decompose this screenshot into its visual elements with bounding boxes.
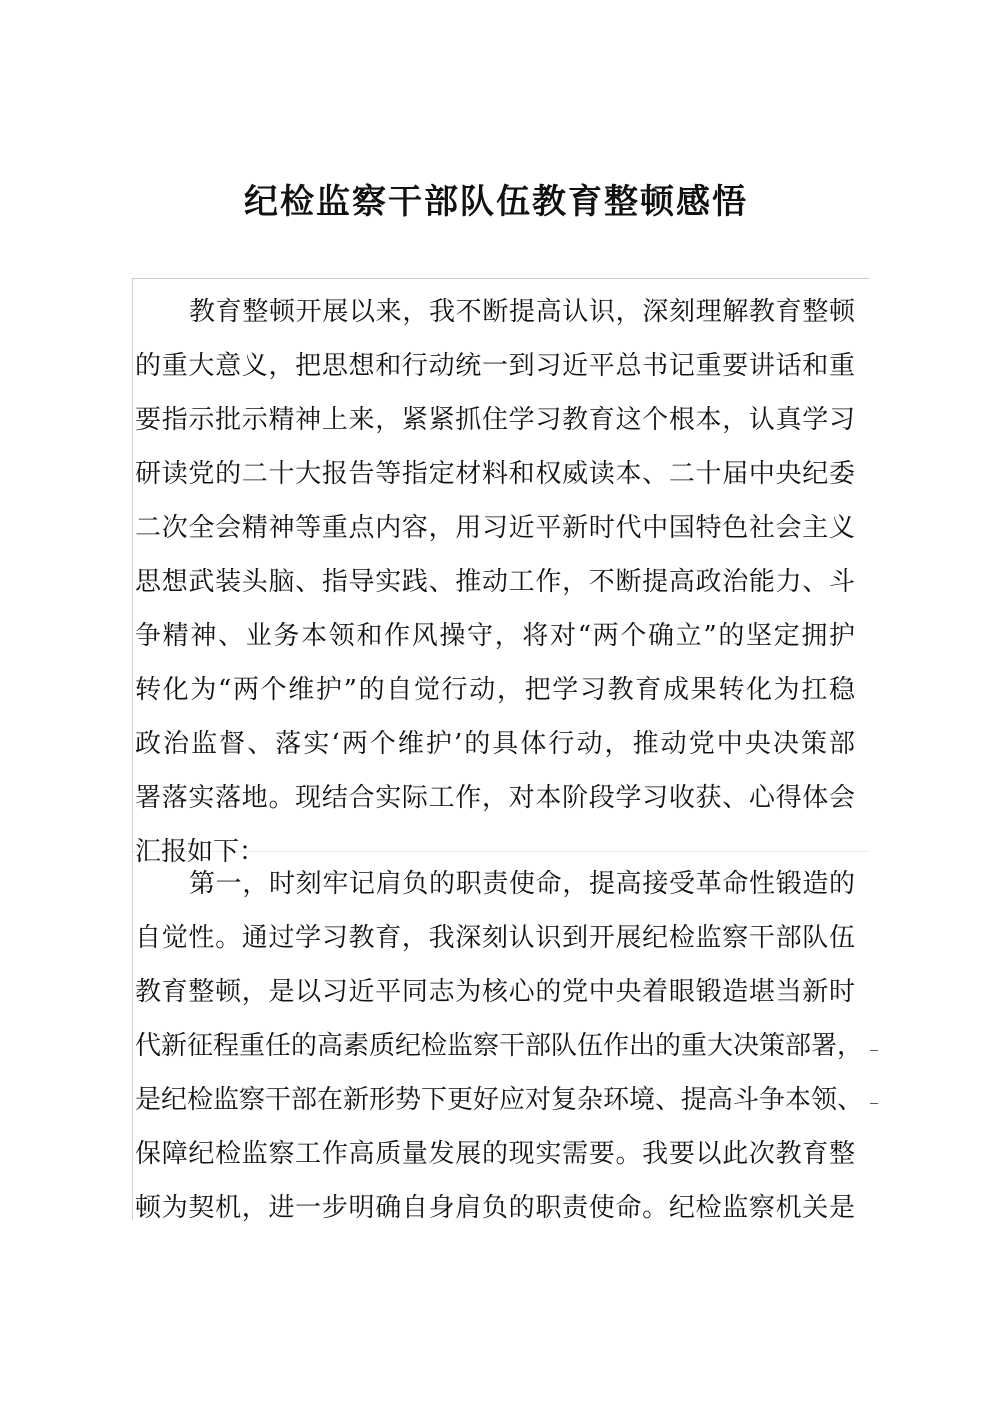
paragraph-line: 代新征程重任的高素质纪检监察干部队伍作出的重大决策部署， bbox=[135, 1031, 864, 1061]
paragraph-intro bbox=[135, 285, 855, 879]
paragraph-line: 署落实落地。现结合实际工作，对本阶段学习收获、心得体会 bbox=[135, 783, 855, 813]
paragraph-line: 教育整顿开展以来，我不断提高认识，深刻理解教育整顿 bbox=[189, 297, 855, 327]
paragraph-line: 汇报如下： bbox=[135, 837, 266, 867]
paragraph-line: 二次全会精神等重点内容，用习近平新时代中国特色社会主义 bbox=[135, 513, 855, 543]
paragraph-line: 政治监督、落实‘两个维护’的具体行动，推动党中央决策部 bbox=[135, 729, 855, 759]
paragraph-line: 争精神、业务本领和作风操守，将对“两个确立”的坚定拥护 bbox=[135, 621, 855, 651]
revision-mark bbox=[870, 1103, 878, 1104]
paragraph-first-point bbox=[135, 857, 864, 1235]
paragraph-line: 保障纪检监察工作高质量发展的现实需要。我要以此次教育整 bbox=[135, 1139, 855, 1169]
page-top-rule bbox=[133, 278, 869, 279]
paragraph-line: 顿为契机，进一步明确自身肩负的职责使命。纪检监察机关是 bbox=[135, 1193, 855, 1223]
paragraph-line: 思想武装头脑、指导实践、推动工作，不断提高政治能力、斗 bbox=[135, 567, 855, 597]
paragraph-line: 是纪检监察干部在新形势下更好应对复杂环境、提高斗争本领、 bbox=[135, 1085, 864, 1115]
paragraph-line: 自觉性。通过学习教育，我深刻认识到开展纪检监察干部队伍 bbox=[135, 923, 855, 953]
paragraph-line: 第一，时刻牢记肩负的职责使命，提高接受革命性锻造的 bbox=[189, 869, 855, 899]
paragraph-line: 教育整顿，是以习近平同志为核心的党中央着眼锻造堪当新时 bbox=[135, 977, 855, 1007]
paragraph-line: 转化为“两个维护”的自觉行动，把学习教育成果转化为扛稳 bbox=[135, 675, 855, 705]
paragraph-line: 研读党的二十大报告等指定材料和权威读本、二十届中央纪委 bbox=[135, 459, 855, 489]
paragraph-line: 要指示批示精神上来，紧紧抓住学习教育这个根本，认真学习 bbox=[135, 405, 855, 435]
document-title: 纪检监察干部队伍教育整顿感悟 bbox=[244, 182, 748, 222]
page-left-rule bbox=[132, 278, 133, 1220]
revision-mark bbox=[870, 1050, 878, 1051]
paragraph-line: 的重大意义，把思想和行动统一到习近平总书记重要讲话和重 bbox=[135, 351, 855, 381]
